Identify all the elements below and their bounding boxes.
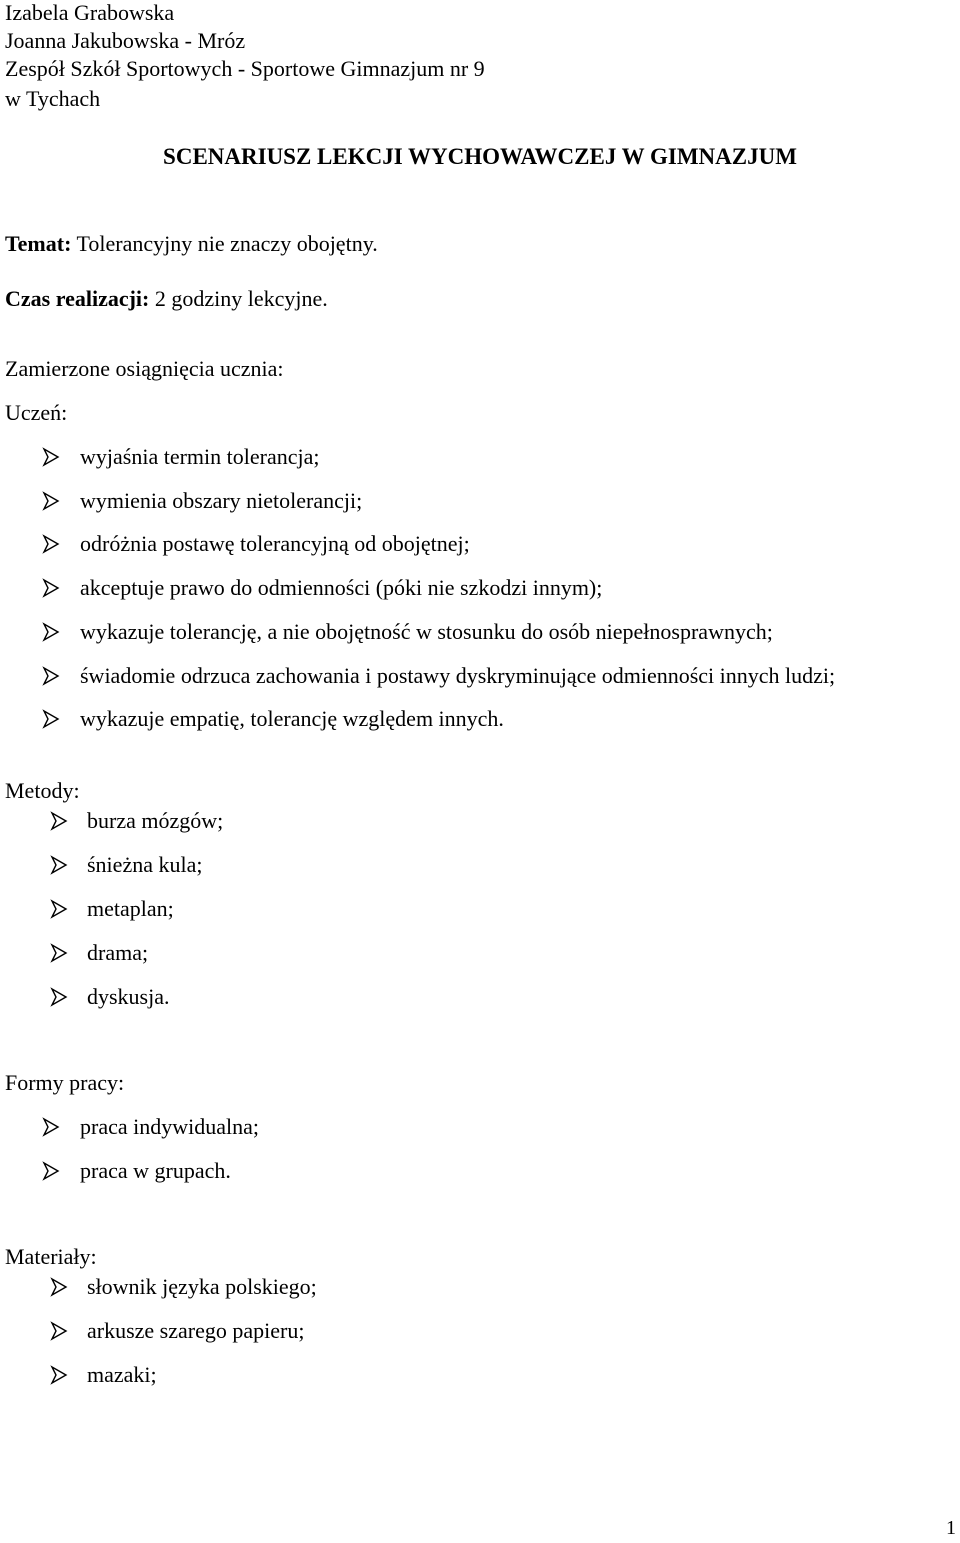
right-arrowhead-icon [40, 447, 60, 467]
list-item-text: śnieżna kula; [87, 852, 203, 877]
list-item-text: wyjaśnia termin tolerancja; [80, 444, 320, 469]
right-arrowhead-icon [48, 1277, 68, 1297]
right-arrowhead-icon [48, 943, 68, 963]
goals-subheading: Uczeń: [5, 400, 68, 425]
duration-label: Czas realizacji: [5, 286, 150, 311]
right-arrowhead-icon [48, 899, 68, 919]
list-item-text: arkusze szarego papieru; [87, 1318, 305, 1343]
page-number: 1 [946, 1517, 956, 1539]
list-item-text: drama; [87, 940, 149, 965]
right-arrowhead-icon [40, 534, 60, 554]
methods-heading: Metody: [5, 778, 80, 803]
author-name-2: Joanna Jakubowska - Mróz [5, 28, 246, 53]
list-item-text: odróżnia postawę tolerancyjną od obojętnej; [80, 531, 470, 557]
right-arrowhead-icon [40, 578, 60, 598]
right-arrowhead-icon [40, 1117, 60, 1137]
right-arrowhead-icon [40, 1161, 60, 1181]
duration-value: 2 godziny lekcyjne. [154, 286, 328, 311]
right-arrowhead-icon [48, 855, 68, 875]
topic-line [5, 231, 378, 257]
topic-value: Tolerancyjny nie znaczy obojętny. [76, 231, 378, 256]
right-arrowhead-icon [48, 1365, 68, 1385]
list-item-text: wykazuje tolerancję, a nie obojętność w stosunku do osób niepełnosprawnych; [80, 618, 773, 644]
school-city: w Tychach [5, 86, 101, 111]
list-item-text: praca indywidualna; [80, 1114, 259, 1139]
list-item-text: słownik języka polskiego; [87, 1274, 317, 1299]
materials-heading: Materiały: [5, 1244, 97, 1269]
right-arrowhead-icon [48, 987, 68, 1007]
list-item-text: metaplan; [87, 896, 174, 921]
list-item-text: świadomie odrzuca zachowania i postawy dyskryminujące odmienności innych ludzi; [80, 662, 836, 688]
list-item-text: wykazuje empatię, tolerancję względem innych. [80, 706, 504, 732]
right-arrowhead-icon [40, 666, 60, 686]
right-arrowhead-icon [40, 709, 60, 729]
duration-line [5, 286, 328, 312]
goals-heading: Zamierzone osiągnięcia ucznia: [5, 356, 284, 381]
document-title: SCENARIUSZ LEKCJI WYCHOWAWCZEJ W GIMNAZJUM [163, 144, 797, 169]
list-item-text: dyskusja. [87, 984, 170, 1009]
author-name-1: Izabela Grabowska [5, 0, 175, 25]
right-arrowhead-icon [48, 1321, 68, 1341]
right-arrowhead-icon [48, 811, 68, 831]
topic-label: Temat: [5, 231, 72, 256]
list-item-text: burza mózgów; [87, 808, 224, 833]
list-item-text: mazaki; [87, 1362, 157, 1387]
list-item-text: akceptuje prawo do odmienności (póki nie szkodzi innym); [80, 575, 603, 601]
right-arrowhead-icon [40, 491, 60, 511]
forms-heading: Formy pracy: [5, 1070, 125, 1095]
list-item-text: wymienia obszary nietolerancji; [80, 487, 363, 513]
list-item-text: praca w grupach. [80, 1158, 231, 1183]
right-arrowhead-icon [40, 622, 60, 642]
school-name: Zespół Szkół Sportowych - Sportowe Gimnazjum nr 9 [5, 56, 485, 81]
